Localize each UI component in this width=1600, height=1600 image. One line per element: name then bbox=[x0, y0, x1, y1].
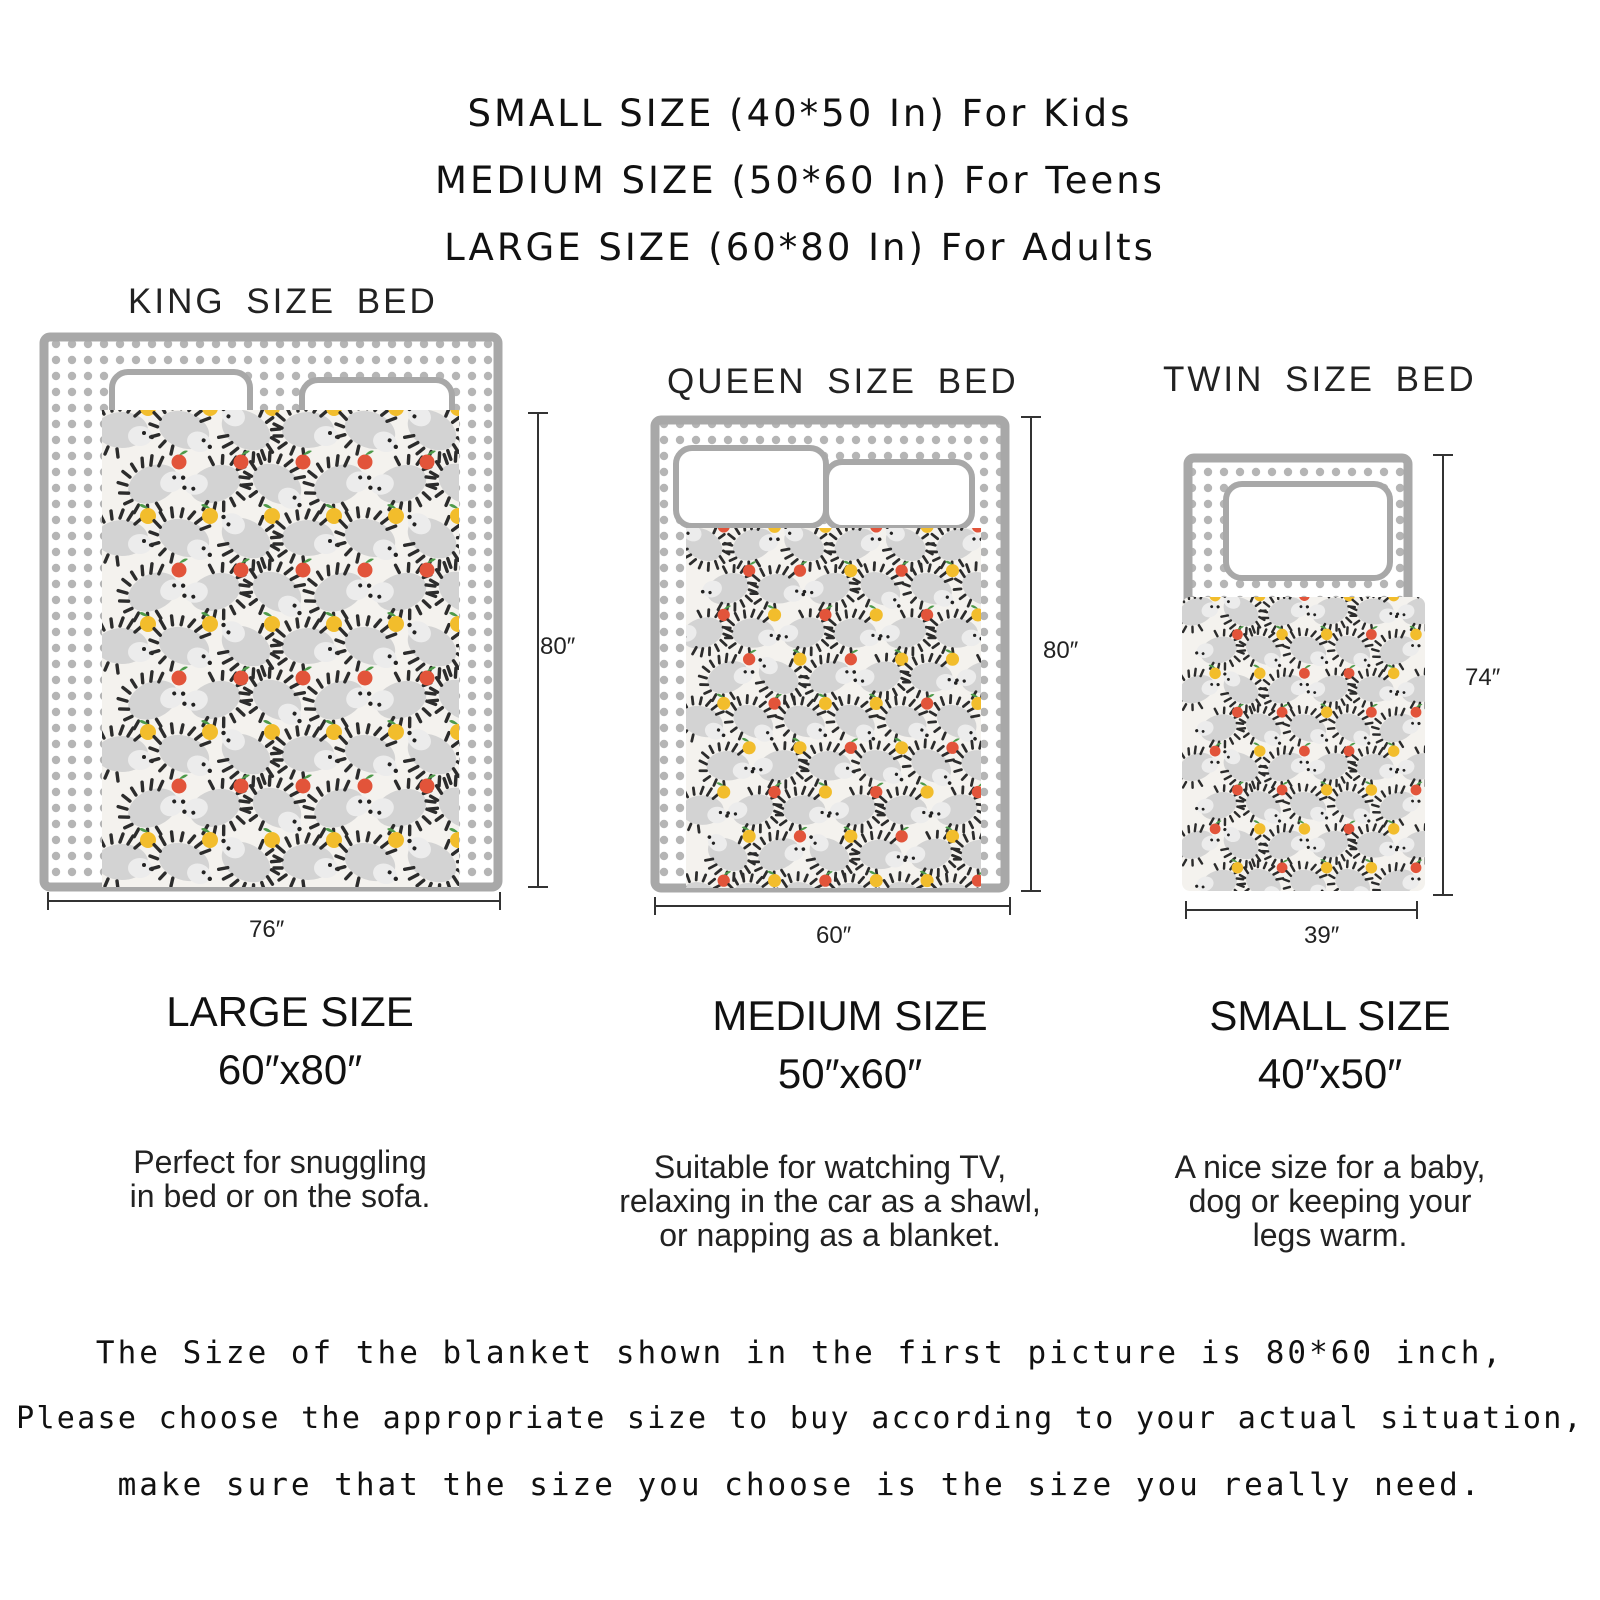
footer-line-3: make sure that the size you choose is the size you really need. bbox=[117, 1467, 1483, 1503]
king-height-dimension: 80″ bbox=[540, 633, 576, 660]
description-line: Perfect for snuggling bbox=[133, 1144, 427, 1180]
description-line: legs warm. bbox=[1252, 1217, 1408, 1253]
twin-height-dimension: 74″ bbox=[1465, 664, 1501, 691]
king-bed-label: KING SIZE BED bbox=[128, 282, 438, 321]
medium-size-title: MEDIUM SIZE bbox=[712, 992, 988, 1039]
king-bed bbox=[44, 337, 548, 910]
header-line-small: SMALL SIZE (40*50 In) For Kids bbox=[467, 92, 1133, 135]
queen-width-dimension: 60″ bbox=[816, 922, 852, 949]
queen-bed bbox=[655, 417, 1041, 931]
twin-width-dimension: 39″ bbox=[1304, 922, 1340, 949]
header-line-large: LARGE SIZE (60*80 In) For Adults bbox=[444, 226, 1156, 269]
queen-pillow-2 bbox=[826, 462, 972, 528]
description-line: Suitable for watching TV, bbox=[653, 1149, 1007, 1185]
footer-line-2: Please choose the appropriate size to buy according to your actual situation, bbox=[16, 1401, 1584, 1436]
queen-pillow-1 bbox=[676, 448, 826, 526]
small-size-description bbox=[1080, 1150, 1580, 1252]
queen-bed-label: QUEEN SIZE BED bbox=[667, 362, 1019, 401]
medium-size-dimensions: 50″x60″ bbox=[777, 1050, 923, 1097]
header-line-medium: MEDIUM SIZE (50*60 In) For Teens bbox=[435, 159, 1165, 202]
queen-width-line bbox=[655, 897, 1010, 915]
large-size-description bbox=[30, 1145, 530, 1213]
medium-size-description bbox=[580, 1150, 1080, 1252]
footer-line-1: The Size of the blanket shown in the first picture is 80*60 inch, bbox=[95, 1335, 1505, 1371]
description-line: dog or keeping your bbox=[1188, 1183, 1472, 1219]
queen-height-line bbox=[1021, 417, 1041, 891]
twin-bed bbox=[1166, 455, 1453, 919]
large-size-dimensions: 60″x80″ bbox=[217, 1046, 363, 1093]
twin-height-line bbox=[1433, 455, 1453, 895]
twin-pillow-1 bbox=[1226, 484, 1390, 578]
king-width-dimension: 76″ bbox=[249, 916, 285, 943]
queen-height-dimension: 80″ bbox=[1043, 637, 1079, 664]
description-line: or napping as a blanket. bbox=[659, 1217, 1001, 1253]
large-size-title: LARGE SIZE bbox=[166, 988, 414, 1035]
description-line: in bed or on the sofa. bbox=[129, 1178, 431, 1214]
small-size-title: SMALL SIZE bbox=[1209, 992, 1451, 1039]
description-line: relaxing in the car as a shawl, bbox=[619, 1183, 1041, 1219]
twin-bed-label: TWIN SIZE BED bbox=[1163, 360, 1477, 399]
small-size-dimensions: 40″x50″ bbox=[1257, 1050, 1403, 1097]
description-line: A nice size for a baby, bbox=[1174, 1149, 1486, 1185]
king-width-line bbox=[48, 892, 500, 910]
twin-width-line bbox=[1186, 901, 1417, 919]
